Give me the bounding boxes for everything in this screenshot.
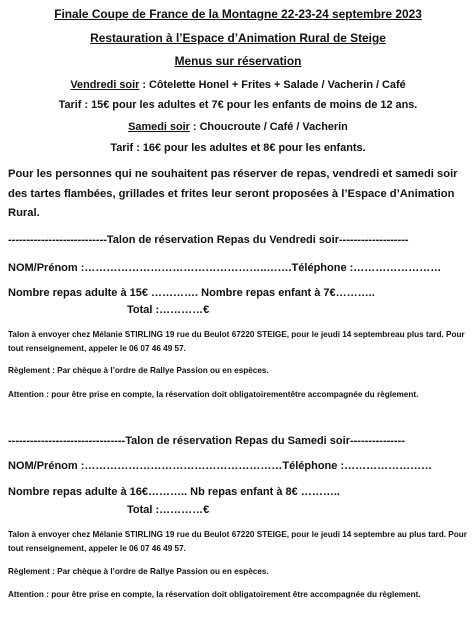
samedi-tarif: Tarif : 16€ pour les adultes et 8€ pour les enfants. [110, 142, 366, 154]
page-title: Finale Coupe de France de la Montagne 22-23-24 septembre 2023 [54, 7, 422, 21]
samedi-label: Samedi soir [128, 121, 190, 133]
talon-samedi-heading: --------------------------------Talon de réservation Repas du Samedi soir--------------- [8, 435, 405, 447]
talon-samedi-attention: Attention : pour être prise en compte, la réservation doit obligatoirement être accompagnée du règlement. [8, 590, 421, 599]
talon-vendredi-total: Total :…………€ [127, 304, 210, 316]
info-paragraph: Pour les personnes qui ne souhaitent pas réserver de repas, vendredi et samedi soir des tartes flambées, grillades et frites leur seront proposées à l’Espace d’Animation Rural. [8, 168, 458, 219]
vendredi-menu: : Côtelette Honel + Frites + Salade / Vacherin / Café [139, 79, 406, 91]
samedi-menu-line [0, 121, 476, 133]
talon-samedi-repas-line: Nombre repas adulte à 16€……….. Nb repas enfant à 8€ ……….. [8, 486, 340, 498]
vendredi-tarif: Tarif : 15€ pour les adultes et 7€ pour les enfants de moins de 12 ans. [58, 99, 418, 111]
page-subtitle: Restauration à l’Espace d’Animation Rural de Steige [90, 31, 386, 45]
vendredi-label: Vendredi soir [70, 79, 140, 91]
menus-heading: Menus sur réservation [174, 54, 302, 68]
talon-vendredi-repas-line: Nombre repas adulte à 15€ …………. Nombre repas enfant à 7€……….. [8, 287, 375, 299]
talon-vendredi-attention: Attention : pour être prise en compte, la réservation doit obligatoirementêtre accompagnée du règlement. [8, 390, 419, 399]
talon-samedi-nom-line: NOM/Prénom :………………………………………………Téléphone :…………………… [8, 460, 433, 472]
talon-samedi-reglement: Règlement : Par chèque à l’ordre de Rallye Passion ou en espèces. [8, 567, 269, 576]
talon-samedi-total: Total :…………€ [127, 504, 210, 516]
samedi-menu: : Choucroute / Café / Vacherin [189, 121, 348, 133]
talon-vendredi-envoi: Talon à envoyer chez Mélanie STIRLING 19 rue du Beulot 67220 STEIGE, pour le jeudi 14 septembreau plus tard. Pour tout renseignement, appeler le 06 07 46 49 57. [8, 330, 465, 353]
talon-vendredi-reglement: Règlement : Par chèque à l’ordre de Rallye Passion ou en espèces. [8, 366, 269, 375]
talon-vendredi-heading: ---------------------------Talon de réservation Repas du Vendredi soir------------------- [8, 234, 409, 246]
talon-vendredi-nom-line: NOM/Prénom :…………………………………………..…….Téléphone :…………………… [8, 262, 442, 274]
vendredi-menu-line [0, 79, 476, 91]
talon-samedi-envoi: Talon à envoyer chez Mélanie STIRLING 19 rue du Beulot 67220 STEIGE, pour le jeudi 14 septembre au plus tard. Pour tout renseignement, appeler le 06 07 46 49 57. [8, 530, 467, 553]
